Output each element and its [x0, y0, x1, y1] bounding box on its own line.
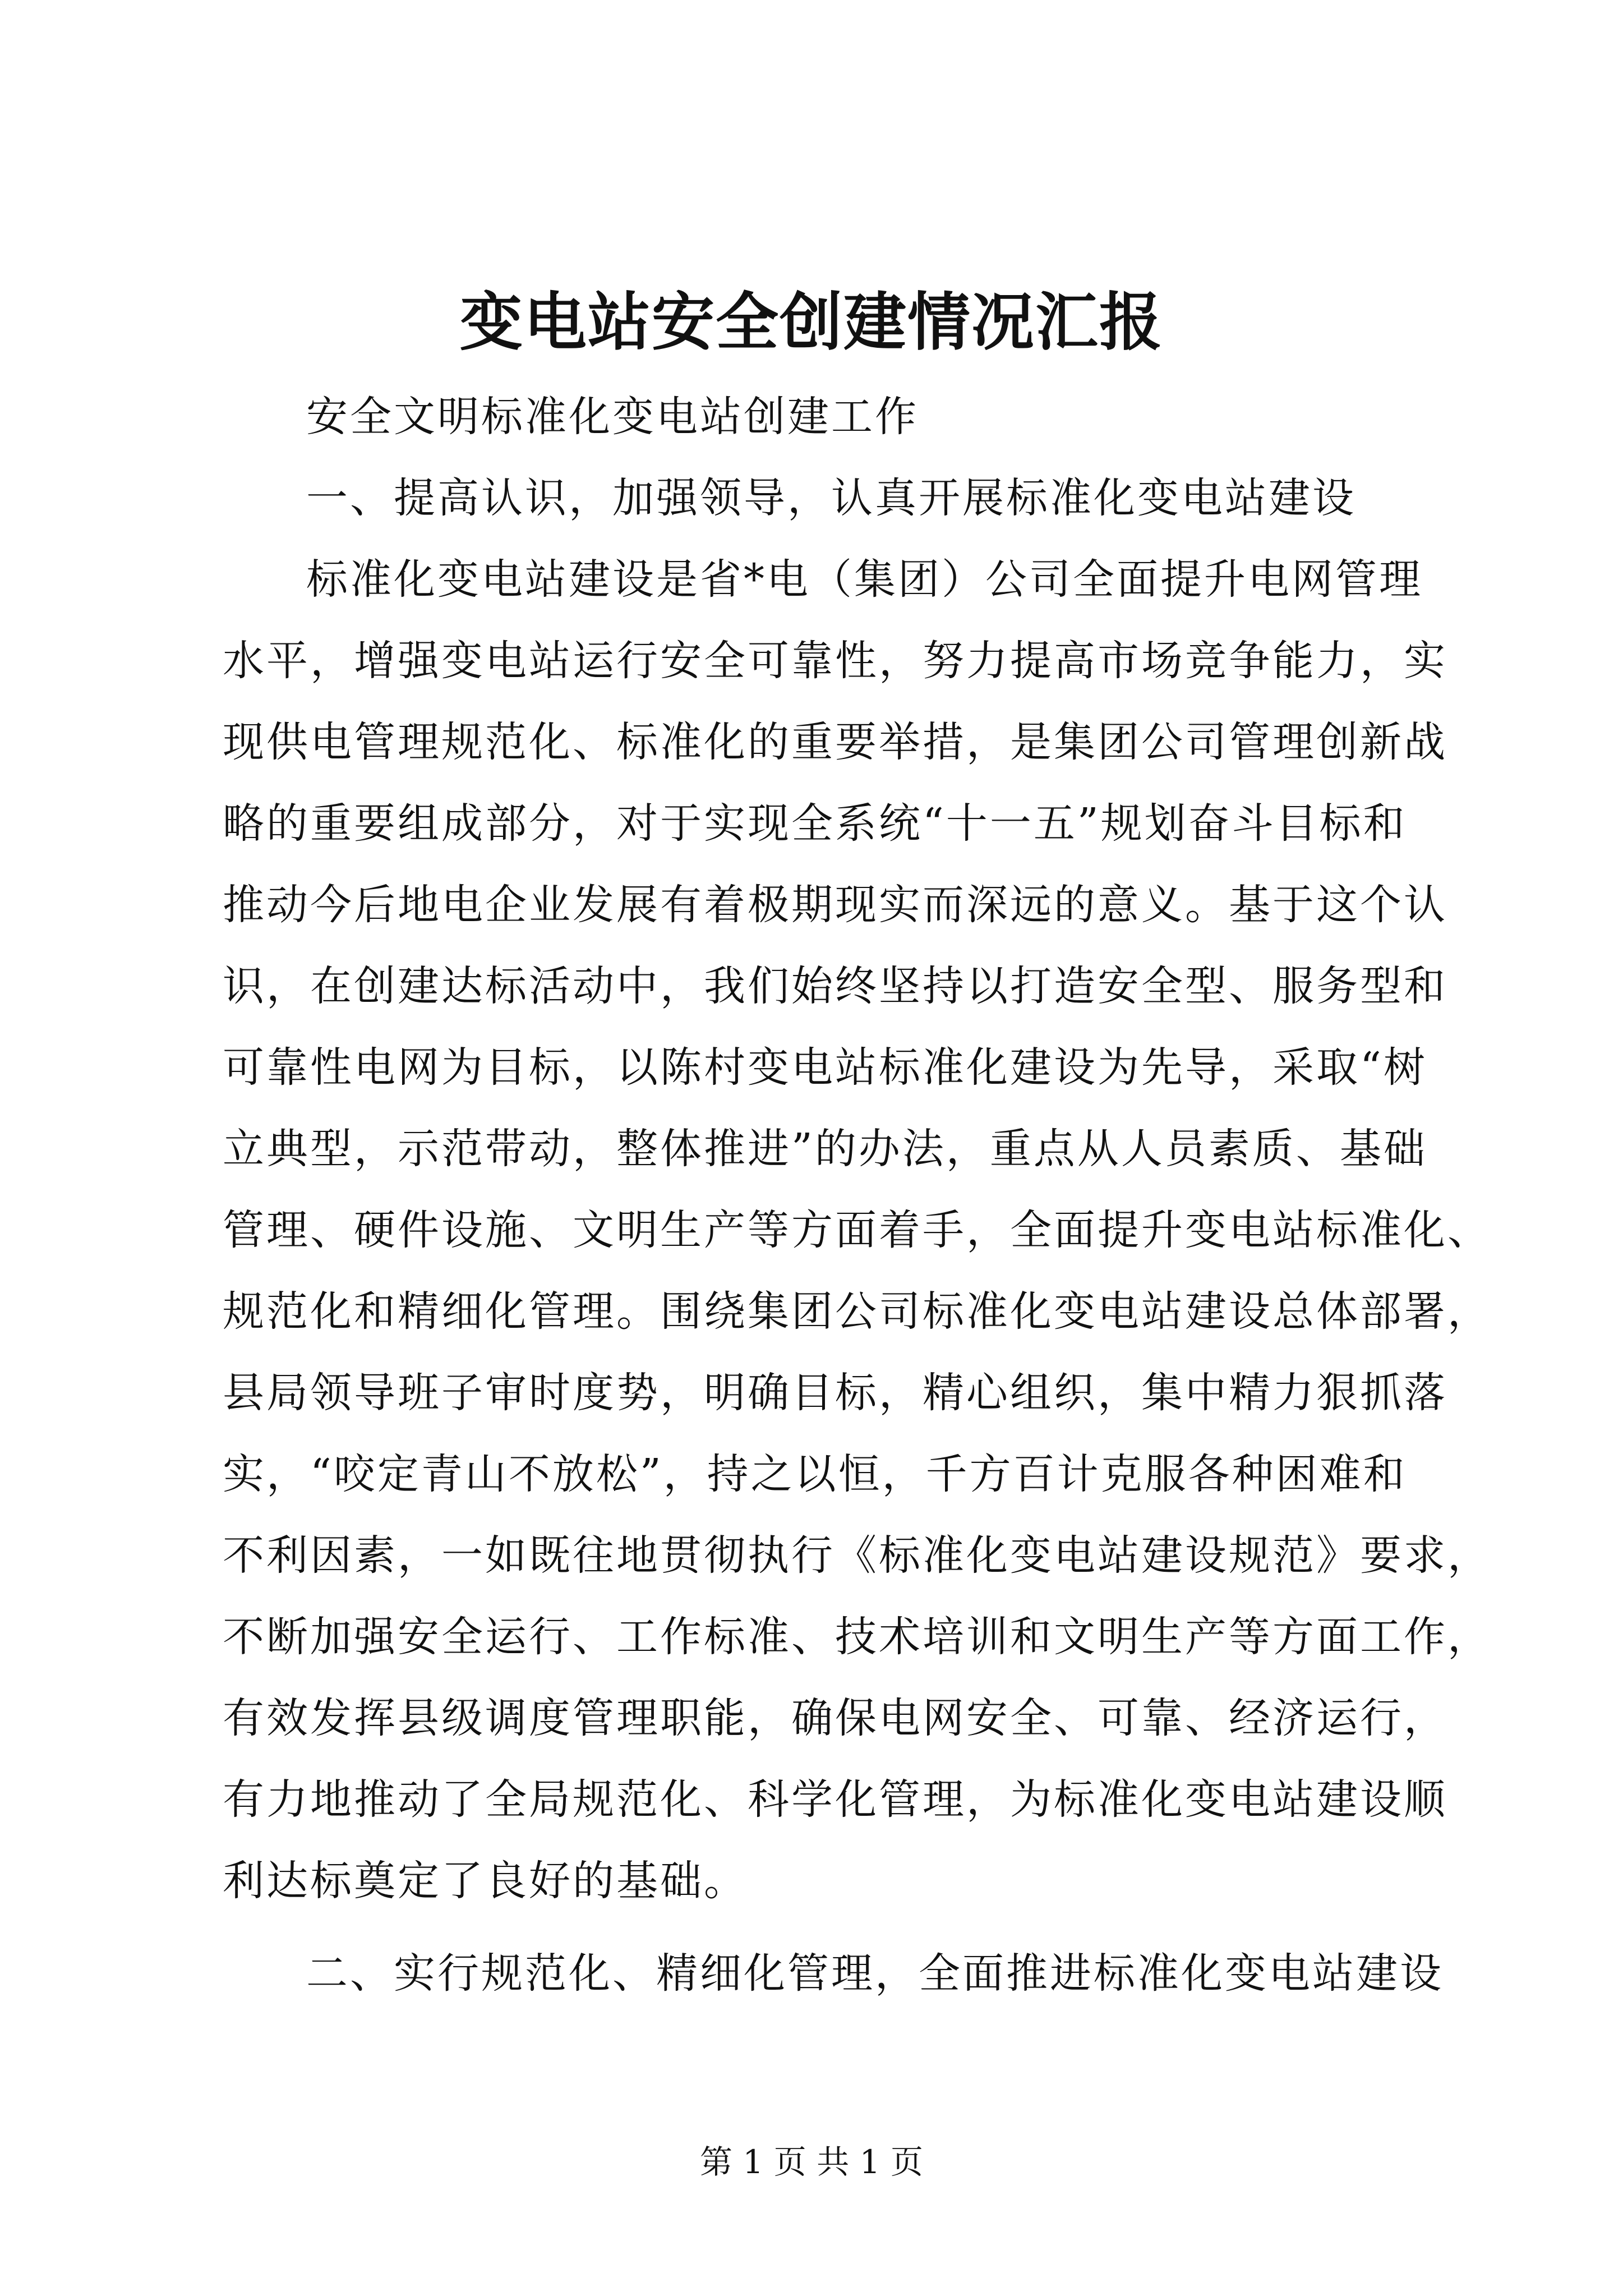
- page-number-footer: 第 1 页 共 1 页: [700, 2143, 923, 2181]
- section-2-heading: 二、实行规范化、精细化管理，全面推进标准化变电站建设: [306, 1949, 1444, 1998]
- paragraph-line: 识，在创建达标活动中，我们始终坚持以打造安全型、服务型和: [223, 962, 1447, 1010]
- paragraph-line: 不利因素，一如既往地贯彻执行《标准化变电站建设规范》要求，: [223, 1531, 1491, 1580]
- paragraph-line: 标准化变电站建设是省*电（集团）公司全面提升电网管理: [306, 555, 1423, 604]
- paragraph-line: 水平，增强变电站运行安全可靠性，努力提高市场竞争能力，实: [223, 637, 1447, 685]
- paragraph-line: 不断加强安全运行、工作标准、技术培训和文明生产等方面工作，: [223, 1613, 1491, 1661]
- paragraph-line: 有力地推动了全局规范化、科学化管理，为标准化变电站建设顺: [223, 1775, 1447, 1824]
- section-1-heading: 一、提高认识，加强领导，认真开展标准化变电站建设: [306, 474, 1356, 522]
- paragraph-line: 县局领导班子审时度势，明确目标，精心组织，集中精力狠抓落: [223, 1369, 1447, 1417]
- document-subtitle: 安全文明标准化变电站创建工作: [306, 393, 919, 441]
- paragraph-line: 利达标奠定了良好的基础。: [223, 1857, 748, 1905]
- paragraph-line: 略的重要组成部分，对于实现全系统“十一五”规划奋斗目标和: [223, 799, 1407, 848]
- paragraph-line: 可靠性电网为目标，以陈村变电站标准化建设为先导，采取“树: [223, 1043, 1427, 1092]
- paragraph-line: 规范化和精细化管理。围绕集团公司标准化变电站建设总体部署，: [223, 1287, 1491, 1336]
- paragraph-line: 现供电管理规范化、标准化的重要举措，是集团公司管理创新战: [223, 718, 1447, 766]
- paragraph-line: 实，“咬定青山不放松”，持之以恒，千方百计克服各种困难和: [223, 1450, 1407, 1498]
- paragraph-line: 管理、硬件设施、文明生产等方面着手，全面提升变电站标准化、: [223, 1206, 1491, 1254]
- paragraph-line: 有效发挥县级调度管理职能，确保电网安全、可靠、经济运行，: [223, 1694, 1447, 1742]
- document-title: 变电站安全创建情况汇报: [460, 286, 1163, 359]
- paragraph-line: 立典型，示范带动，整体推进”的办法，重点从人员素质、基础: [223, 1125, 1427, 1173]
- paragraph-line: 推动今后地电企业发展有着极期现实而深远的意义。基于这个认: [223, 881, 1447, 929]
